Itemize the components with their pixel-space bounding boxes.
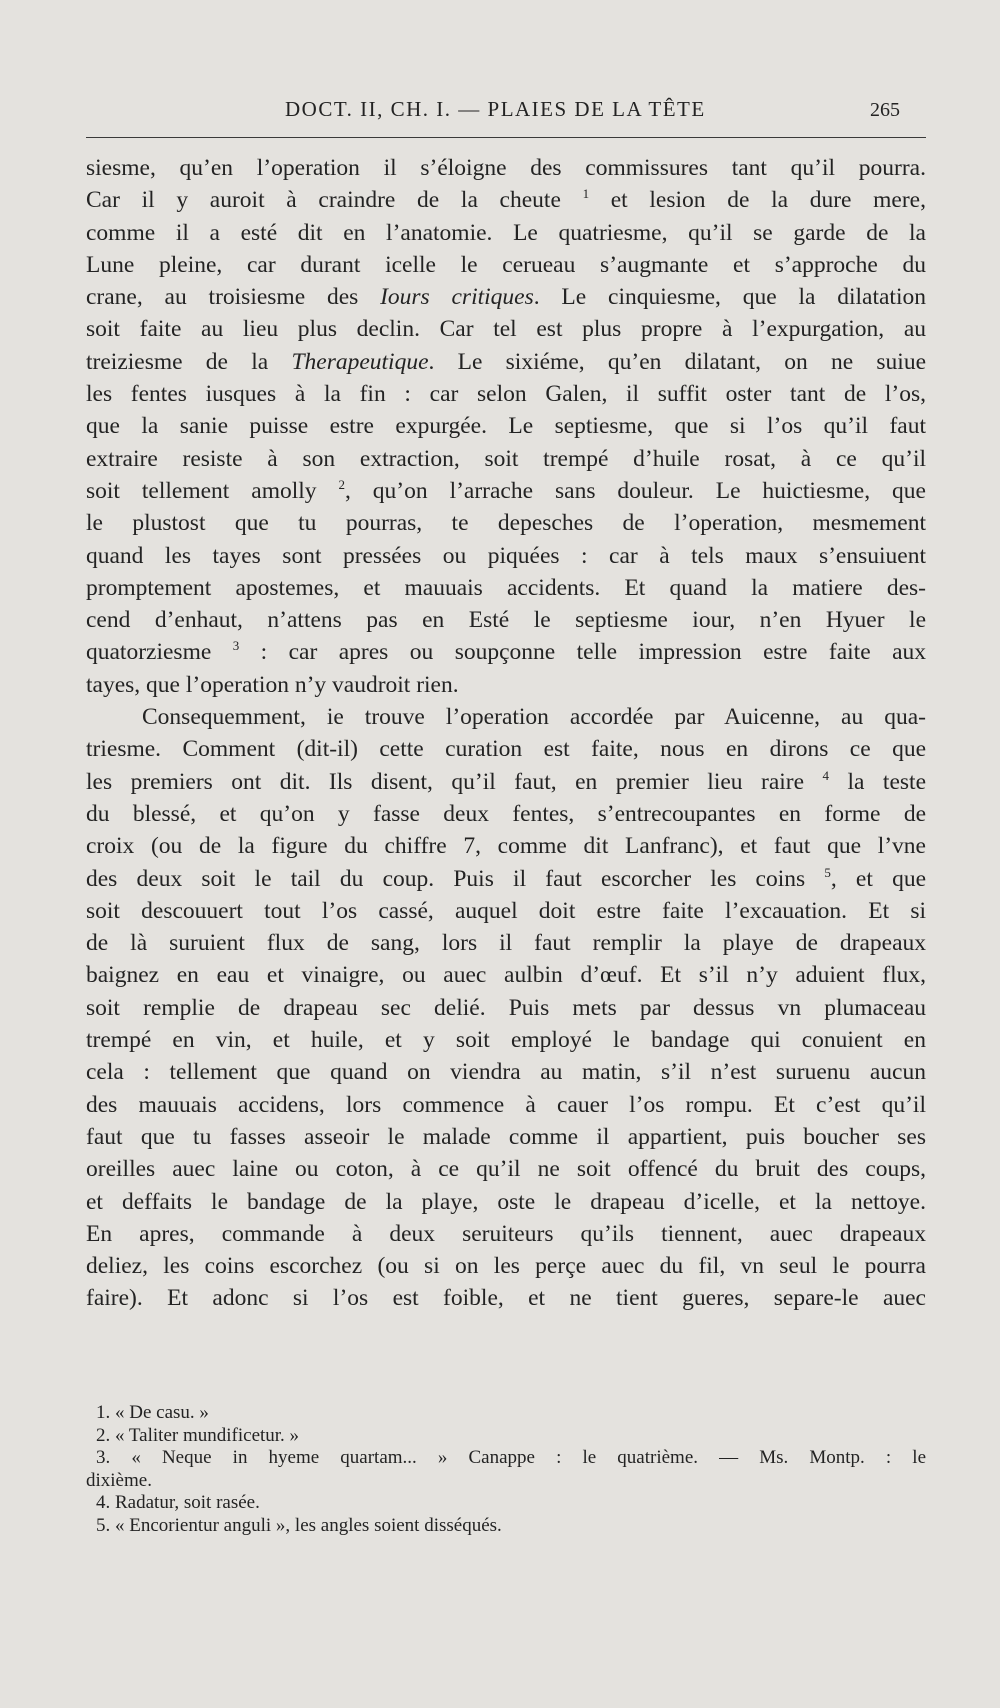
text-line: crane, au troisiesme des Iours critiques. Le cinquiesme, que la dilatation (86, 284, 926, 311)
text-line: du blessé, et qu’on y fasse deux fentes, s’entrecoupantes en forme de (86, 800, 926, 827)
text-line: faire). Et adonc si l’os est foible, et ne tient gueres, separe-le auec (86, 1285, 926, 1312)
text-line: soit tellement amolly $^2$, qu’on l’arrache sans douleur. Le huictiesme, que (86, 476, 926, 504)
running-head (0, 92, 1000, 132)
text-line: comme il a esté dit en l’anatomie. Le quatriesme, qu’il se garde de la (86, 219, 926, 246)
footnote-ref: 5 (824, 864, 831, 880)
text-line: soit descouuert tout l’os cassé, auquel doit estre faite l’excauation. Et si (86, 897, 926, 924)
text-line: croix (ou de la figure du chiffre 7, comme dit Lanfranc), et faut que l’vne (86, 833, 926, 860)
text-line: Car il y auroit à craindre de la cheute $^1$ et lesion de la dure mere, (86, 186, 926, 214)
text-line: que la sanie puisse estre expurgée. Le septiesme, que si l’os qu’il faut (86, 413, 926, 440)
footnotes (86, 1402, 926, 1538)
text-line: En apres, commande à deux seruiteurs qu’ils tiennent, auec drapeaux (86, 1220, 926, 1247)
footnote-ref: 4 (822, 767, 830, 783)
footnote-ref: 2 (338, 476, 345, 492)
footnote-continuation: dixième. (86, 1469, 152, 1491)
text-line: le plustost que tu pourras, te depesches de l’operation, mesmement (86, 510, 926, 537)
text-line: faut que tu fasses asseoir le malade comme il appartient, puis boucher ses (86, 1123, 926, 1150)
footnote-ref: 3 (232, 638, 240, 654)
text-line: quatorziesme $^3$ : car apres ou soupçonne telle impression estre faite aux (86, 638, 927, 666)
text-line: et deffaits le bandage de la playe, oste le drapeau d’icelle, et la nettoye. (86, 1188, 926, 1215)
text-line: soit remplie de drapeau sec delié. Puis mets par dessus vn plumaceau (86, 994, 926, 1021)
text-line: treiziesme de la Therapeutique. Le sixiéme, qu’en dilatant, on ne suiue (86, 348, 926, 375)
text-line: siesme, qu’en l’operation il s’éloigne des commissures tant qu’il pourra. (86, 155, 926, 181)
footnote: 1. « De casu. » (96, 1402, 209, 1423)
footnote-ref: 1 (582, 186, 590, 202)
text-line: cend d’enhaut, n’attens pas en Esté le septiesme iour, n’en Hyuer le (86, 607, 926, 634)
text-line: tayes, que l’operation n’y vaudroit rien. (86, 671, 459, 698)
italic-title: Iours critiques (380, 284, 534, 311)
text-line: Lune pleine, car durant icelle le cerueau s’augmante et s’approche du (86, 251, 926, 278)
text-line: oreilles auec laine ou coton, à ce qu’il ne soit offencé du bruit des coups, (86, 1156, 926, 1183)
body-text (86, 152, 926, 1315)
text-line: extraire resiste à son extraction, soit trempé d’huile rosat, à ce qu’il (86, 445, 926, 472)
footnote: 3. « Neque in hyeme quartam... » Canappe : le quatrième. — Ms. Montp. : le (96, 1447, 926, 1469)
page-number: 265 (870, 99, 900, 121)
text-line: des mauuais accidens, lors commence à cauer l’os rompu. Et c’est qu’il (86, 1091, 926, 1118)
text-line: des deux soit le tail du coup. Puis il faut escorcher les coins $^5$, et que (86, 864, 926, 892)
running-title: DOCT. II, CH. I. — PLAIES DE LA TÊTE (285, 97, 706, 121)
text-line: baignez en eau et vinaigre, ou auec aulbin d’œuf. Et s’il n’y aduient flux, (86, 962, 926, 989)
text-line: quand les tayes sont pressées ou piquées : car à tels maux s’ensuiuent (86, 542, 926, 569)
text-line: de là suruient flux de sang, lors il faut remplir la playe de drapeaux (86, 930, 926, 957)
text-line: soit faite au lieu plus declin. Car tel est plus propre à l’expurgation, au (86, 316, 926, 343)
text-line: les premiers ont dit. Ils disent, qu’il faut, en premier lieu raire $^4$ la teste (86, 767, 926, 795)
text-line: trempé en vin, et huile, et y soit employé le bandage qui conuient en (86, 1027, 926, 1054)
footnote: 4. Radatur, soit rasée. (96, 1492, 260, 1514)
text-line: les fentes iusques à la fin : car selon Galen, il suffit oster tant de l’os, (86, 381, 926, 408)
footnote: 5. « Encorientur anguli », les angles soient disséqués. (96, 1514, 502, 1536)
footnote: 2. « Taliter mundificetur. » (96, 1424, 300, 1446)
italic-title: Therapeutique (291, 348, 429, 375)
text-line: triesme. Comment (dit-il) cette curation est faite, nous en dirons ce que (86, 736, 926, 763)
header-rule (86, 137, 926, 138)
text-line: deliez, les coins escorchez (ou si on les perçe auec du fil, vn seul le pourra (86, 1253, 926, 1280)
text-line: promptement apostemes, et mauuais accidents. Et quand la matiere des- (86, 574, 926, 601)
text-line: Consequemment, ie trouve l’operation accordée par Auicenne, au qua- (142, 704, 926, 731)
text-line: cela : tellement que quand on viendra au matin, s’il n’est suruenu aucun (86, 1059, 926, 1086)
